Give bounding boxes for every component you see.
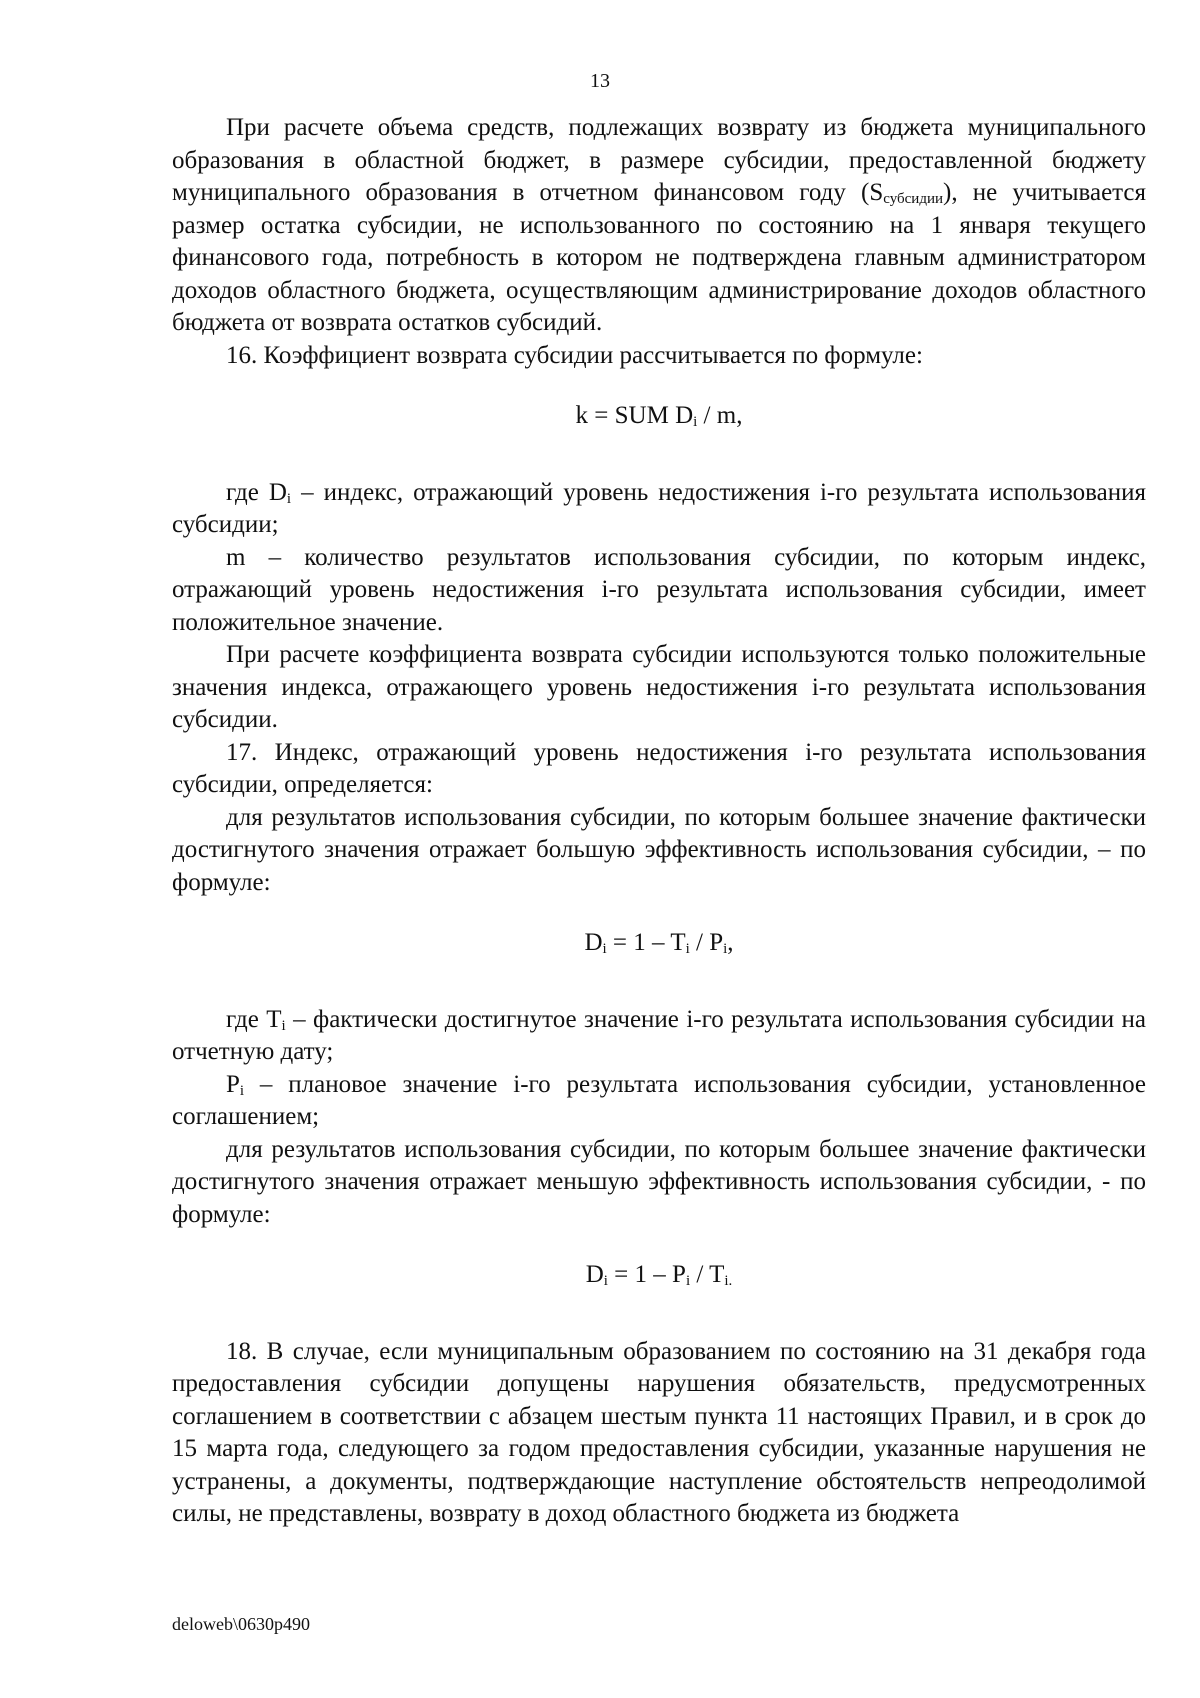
paragraph-16: 16. Коэффициент возврата субсидии рассчитывается по формуле: <box>226 341 923 369</box>
paragraph-greater-efficiency: для результатов использования субсидии, по которым большее значение фактически достигнутого значения отражает большую эффективность использования субсидии, – по формуле: <box>172 803 1146 896</box>
paragraph-18: 18. В случае, если муниципальным образованием по состоянию на 31 декабря года предоставления субсидии допущены нарушения обязательств, предусмотренных соглашением в соответствии с абзацем шестым пункта 11 настоящих Правил, и в срок до 15 марта года, следующего за годом предоставления субсидии, указанные нарушения не устранены, а документы, подтверждающие наступление обстоятельств непреодолимой силы, не представлены, возврату в доход областного бюджета из бюджета <box>172 1337 1146 1527</box>
page-number: 13 <box>590 70 610 92</box>
paragraph-return-calculation: При расчете объема средств, подлежащих возврату из бюджета муниципального образования в областной бюджет, в размере субсидии, предоставленной бюджету муниципального образования в отчетном финансовом году $(S_{субсидии})$, не учитывается размер остатка субсидии, не использованного по состоянию на 1 января текущего финансового года, потребность в котором не подтверждена главным администратором доходов областного бюджета, осуществляющим администрирование доходов областного бюджета от возврата остатков субсидий. <box>172 114 1147 336</box>
paragraph-ti-definition: где $T_i$ – фактически достигнутое значение i-го результата использования субсидии на отчетную дату; <box>172 1005 1146 1065</box>
formula-index-lesser: $D_i = 1 - P_i / T_{i.}$ <box>585 1261 733 1289</box>
paragraph-lesser-efficiency: для результатов использования субсидии, по которым большее значение фактически достигнутого значения отражает меньшую эффективность использования субсидии, - по формуле: <box>172 1135 1146 1228</box>
document-footer-id: deloweb\0630p490 <box>172 1614 310 1634</box>
paragraph-17: 17. Индекс, отражающий уровень недостижения i-го результата использования субсидии, определяется: <box>172 738 1146 798</box>
document-body <box>172 112 1146 1531</box>
paragraph-pi-definition: $P_i$ – плановое значение i-го результата использования субсидии, установленное соглашением; <box>172 1070 1146 1130</box>
paragraph-positive-values: При расчете коэффициента возврата субсидии используются только положительные значения индекса, отражающего уровень недостижения i-го результата использования субсидии. <box>172 641 1146 733</box>
paragraph-m-definition: m – количество результатов использования субсидии, по которым индекс, отражающий уровень недостижения i-го результата использования субсидии, имеет положительное значение. <box>172 543 1146 636</box>
formula-index-greater: $D_i = 1 - T_i / P_i$, <box>584 929 734 957</box>
paragraph-di-definition: где $D_i$ – индекс, отражающий уровень недостижения i-го результата использования субсидии; <box>172 478 1146 538</box>
formula-return-coefficient: k = SUM $D_i$ / m, <box>575 402 743 430</box>
